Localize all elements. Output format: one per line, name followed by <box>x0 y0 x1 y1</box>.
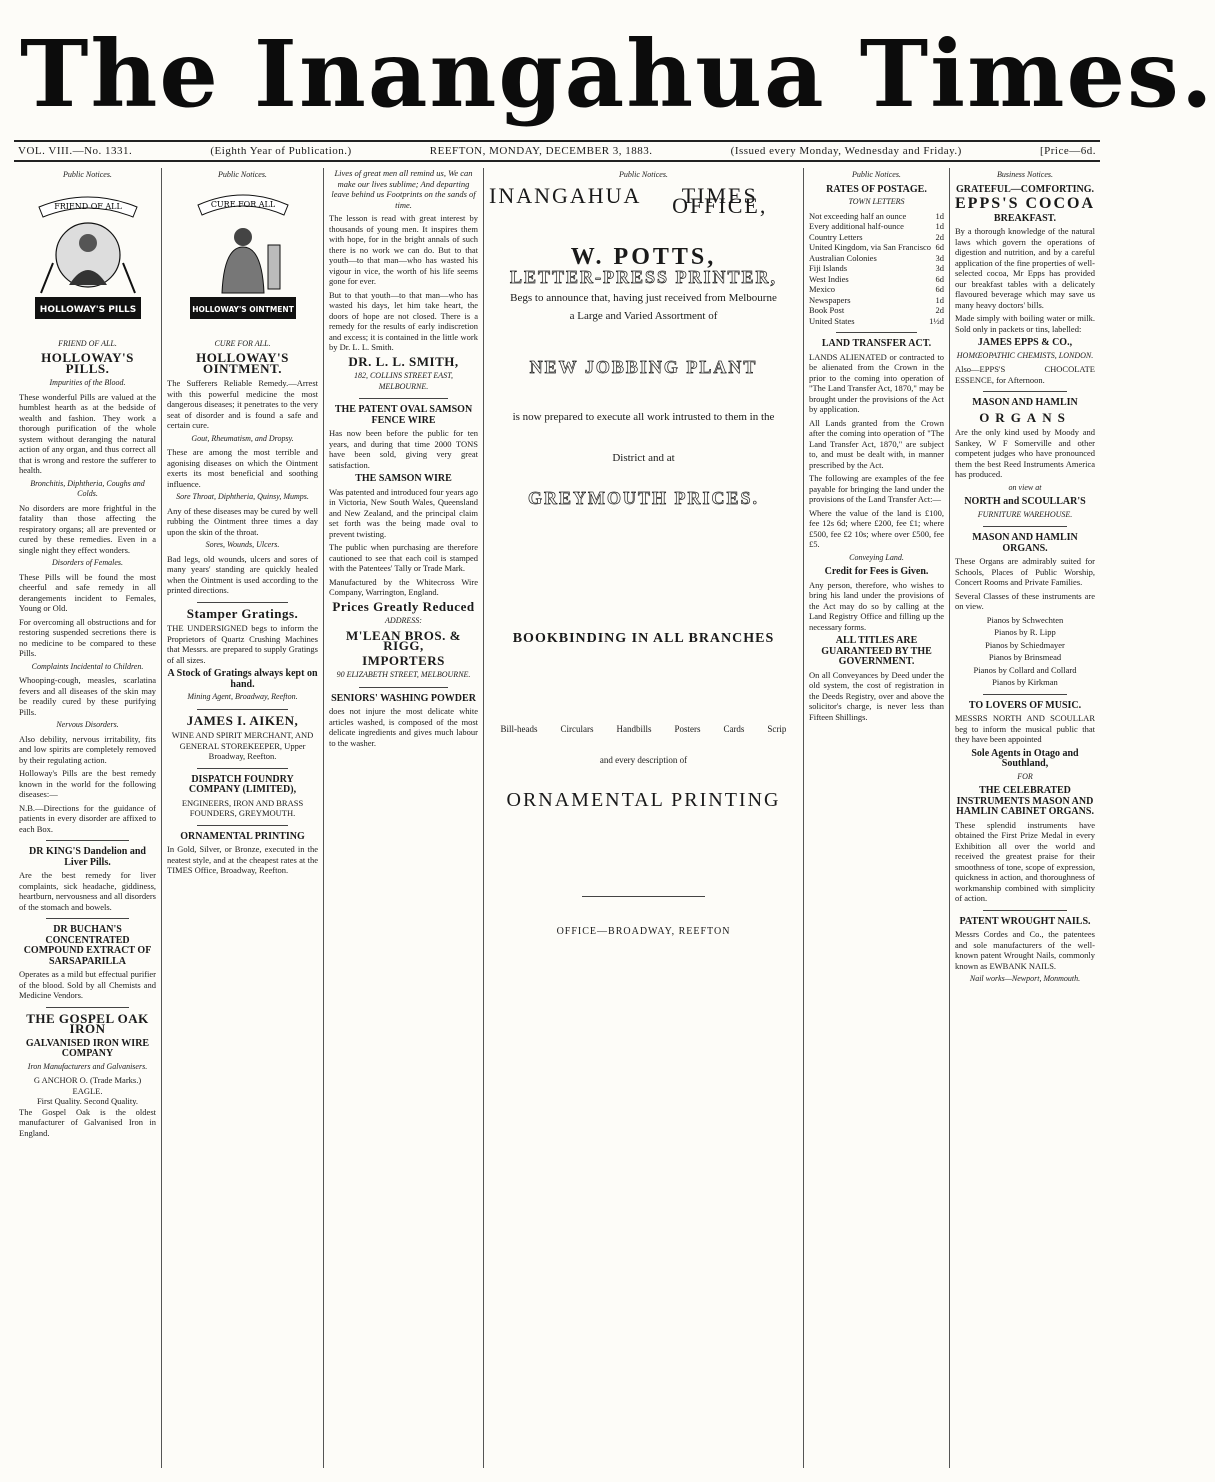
postage-value: 1d <box>935 294 944 305</box>
office-address: OFFICE—BROADWAY, REEFTON <box>556 925 731 937</box>
divider <box>197 768 288 769</box>
ad-paragraph: These are among the most terrible and agonising diseases on which the Ointment exerts its most beneficial and soothing influence. <box>167 447 318 489</box>
ad-paragraph: In Gold, Silver, or Bronze, executed in the neatest style, and at the cheapest rates at the TIMES Office, Broadway, Reefton. <box>167 844 318 875</box>
ad-paragraph: Any of these diseases may be cured by well rubbing the Ointment three times a day upon the skin of the throat. <box>167 505 318 537</box>
ad-subtitle: BREAKFAST. <box>993 212 1057 224</box>
column-1 <box>14 168 162 1468</box>
notice-paragraph: The following are examples of the fee payable for bringing the land under the provisions of the Land Transfer Act:— <box>809 473 944 504</box>
printing-item: Bill-heads <box>500 724 538 734</box>
ad-subheading: THE SAMSON WIRE <box>355 473 452 484</box>
trade-title: LETTER-PRESS PRINTER, <box>509 267 778 287</box>
ad-title: MASON AND HAMLIN <box>972 397 1078 408</box>
postage-label: Australian Colonies <box>809 252 877 263</box>
postage-row <box>809 295 944 306</box>
ornamental-printing-heading: ORNAMENTAL PRINTING <box>506 789 781 811</box>
section-header: Business Notices. <box>997 170 1053 179</box>
printing-item: Cards <box>723 724 745 734</box>
postage-label: Mexico <box>809 284 835 294</box>
ad-title: JAMES I. AIKEN, <box>186 712 299 728</box>
divider <box>46 918 128 919</box>
section-header: Public Notices. <box>218 170 267 179</box>
announcement: Begs to announce that, having just received from Melbourne <box>510 291 777 304</box>
divider <box>983 910 1067 911</box>
emblem-label-text: HOLLOWAY'S OINTMENT <box>191 304 294 314</box>
announcement: a Large and Varied Assortment of <box>569 310 718 322</box>
proprietor-name: W. POTTS, <box>570 243 717 270</box>
brand-name: EPPS'S COCOA <box>955 195 1096 212</box>
office-title-part-1: INANGAHUA <box>489 182 642 208</box>
ad-subheading: A Stock of Gratings always kept on hand. <box>167 668 318 690</box>
notice-subheading: ALL TITLES ARE GUARANTEED BY THE GOVERNMENT. <box>821 635 932 667</box>
office-title-part-2: TIMES OFFICE, <box>672 182 768 218</box>
ad-subheading: Disorders of Females. <box>51 558 124 567</box>
ad-paragraph: Bad legs, old wounds, ulcers and sores of many years' standing are quickly healed when the Ointment is used according to the printed directions. <box>167 553 318 595</box>
ad-text: Nail works—Newport, Monmouth. <box>969 974 1081 983</box>
notice-subheading: Credit for Fees is Given. <box>824 566 929 577</box>
notice-paragraph: Where the value of the land is £100, fee 12s 6d; where £200, fee £1; where £500, fee £2 10s; where over £500, fee £5. <box>809 507 944 549</box>
ad-paragraph: does not injure the most delicate white articles washed, is composed of the most delicate ingredients and gives much labour to the washer. <box>329 706 478 748</box>
printing-item: Scrip <box>767 724 787 734</box>
postage-label: Book Post <box>809 305 845 315</box>
postage-label: Not exceeding half an ounce <box>809 210 907 221</box>
shop-name: NORTH and SCOULLAR'S <box>964 496 1086 507</box>
column-6 <box>950 168 1100 1468</box>
ad-paragraph: Was patented and introduced four years ago in Victoria, New South Wales, Queensland and New Zealand, and the principal claim set forth was the being made oval to prevent twisting. <box>329 486 478 539</box>
ad-paragraph: ENGINEERS, IRON AND BRASS FOUNDERS, GREYMOUTH. <box>181 797 304 818</box>
ad-title: ORGANS <box>979 409 1071 425</box>
volume-number: VOL. VIII.—No. 1331. <box>18 145 133 157</box>
postage-subtitle: TOWN LETTERS <box>848 197 905 206</box>
ad-paragraph: Several Classes of these instruments are on view. <box>955 590 1095 611</box>
divider <box>359 398 448 399</box>
ad-paragraph: THE UNDERSIGNED begs to inform the Proprietors of Quartz Crushing Machines that Messrs. are prepared to supply Gratings of all sizes. <box>167 623 318 665</box>
ad-subheading: Gout, Rheumatism, and Dropsy. <box>191 433 294 443</box>
announcement: and every description of <box>599 754 688 765</box>
postage-value: 2d <box>935 305 944 315</box>
company-subtitle: HOMŒOPATHIC CHEMISTS, LONDON. <box>956 350 1094 360</box>
piano-item: Pianos by Schwechten <box>986 614 1064 625</box>
ad-subtitle: 90 ELIZABETH STREET, MELBOURNE. <box>336 670 471 679</box>
divider <box>836 332 917 333</box>
ad-paragraph: Has now been before the public for ten years, and during that time 2000 TONS have been sold, giving very great satisfaction. <box>329 428 478 470</box>
postage-row <box>809 305 944 316</box>
ad-title: Prices Greatly Reduced <box>332 598 475 614</box>
divider <box>197 709 288 710</box>
ad-title: HOLLOWAY'S OINTMENT. <box>196 350 289 376</box>
ad-title: Sole Agents in Otago and Southland, <box>971 747 1079 769</box>
postage-row <box>809 274 944 285</box>
ad-paragraph: These splendid instruments have obtained the First Prize Medal in every Exhibition all over the world and received the greatest praise for their smoothness of tone, scope of expression, quickness in action, and thoroughness of workmanship combined with simplicity of action. <box>955 819 1095 903</box>
ad-paragraph: Are the best remedy for liver complaints, sick headache, giddiness, heartburn, nervousness and all disorders of the stomach and bowels. <box>19 870 156 912</box>
ad-paragraph: Are the only kind used by Moody and Sankey, W F Somerville and other competent judges who have pronounced them the best Reed Instruments America has produced. <box>955 427 1095 479</box>
ad-subtitle: Impurities of the Blood. <box>49 378 126 387</box>
ad-paragraph: Operates as a mild but effectual purifier of the blood. Sold by all Chemists and Medicine Vendors. <box>19 969 156 1000</box>
postage-title: RATES OF POSTAGE. <box>826 183 927 195</box>
ad-subheading: Sore Throat, Diphtheria, Quinsy, Mumps. <box>176 492 309 501</box>
ad-paragraph: Manufactured by the Whitecross Wire Company, Warrington, England. <box>329 576 478 597</box>
piano-item: Pianos by Collard and Collard <box>973 664 1077 675</box>
piano-item: Pianos by R. Lipp <box>994 627 1056 637</box>
notice-paragraph: LANDS ALIENATED or contracted to be alienated from the Crown in the prior to the coming into operation of "The Land Transfer Act, 1870," may be brought under the provisions of the Act by application. <box>809 351 944 414</box>
divider <box>359 687 448 688</box>
column-3 <box>324 168 484 1468</box>
postage-row <box>809 253 944 264</box>
postage-label: United States <box>809 315 855 326</box>
ad-note: N.B.—Directions for the guidance of patients in every disorder are affixed to each Box. <box>19 802 156 834</box>
ad-paragraph: Holloway's Pills are the best remedy known in the world for the following diseases:— <box>19 768 156 799</box>
notice-paragraph: Any person, therefore, who wishes to bring his land under the provisions of the Act may do so by calling at the Land Registry Office and filling up the necessary forms. <box>809 579 944 632</box>
emblem-banner-text: CURE FOR ALL <box>210 199 275 209</box>
piano-item: Pianos by Schiedmayer <box>985 639 1065 650</box>
postage-row <box>809 211 944 222</box>
ad-text: Mining Agent, Broadway, Reefton. <box>187 692 298 701</box>
holloways-pills-emblem-icon <box>29 185 147 335</box>
postage-row <box>809 221 944 232</box>
article-paragraph: The lesson is read with great interest by thousands of young men. It inspires them with hope, for in the bright annals of such there is no work we can do. But to that youth—to that man—who has wasted his vigour in vice, the worth of his life seems gone for ever. <box>329 213 478 286</box>
masthead-title: The Inangahua Times. <box>20 20 1215 128</box>
ad-title: THE PATENT OVAL SAMSON FENCE WIRE <box>334 404 473 426</box>
place-and-date: REEFTON, MONDAY, DECEMBER 3, 1883. <box>429 145 653 157</box>
notice-paragraph: On all Conveyances by Deed under the old system, the cost of registration in the Deeds Registry, over and above the solicitor's charge, is never less than Fifteen Shillings. <box>809 669 944 722</box>
ad-paragraph: No disorders are more frightful in the fatality than those affecting the respiratory organs; all are prevented or cured by these remedies. Even in a single night they effect wonders. <box>19 502 156 555</box>
postage-label: Fiji Islands <box>809 263 848 273</box>
divider <box>197 602 288 603</box>
ad-paragraph: These Organs are admirably suited for Schools, Places of Public Worship, Concert Rooms and Private Families. <box>955 556 1095 587</box>
postage-label: Every additional half-ounce <box>809 221 904 231</box>
printing-item: Circulars <box>560 724 594 734</box>
trade-marks: G ANCHOR O. (Trade Marks.) EAGLE. <box>33 1075 142 1096</box>
ad-paragraph: Whooping-cough, measles, scarlatina fevers and all diseases of the skin may be readily cured by these purifying Pills. <box>19 675 156 717</box>
ad-paragraph: WINE AND SPIRIT MERCHANT, AND GENERAL STOREKEEPER, Upper Broadway, Reefton. <box>171 730 314 761</box>
issue-schedule: (Issued every Monday, Wednesday and Friday.) <box>730 145 962 157</box>
postage-row <box>809 284 944 295</box>
dateline <box>14 140 1100 162</box>
company-name: JAMES EPPS & CO., <box>977 337 1073 348</box>
ad-title: ORNAMENTAL PRINTING <box>180 830 305 842</box>
ad-title: DR BUCHAN'S CONCENTRATED COMPOUND EXTRACT OF SARSAPARILLA <box>23 924 152 967</box>
postage-value: 3d <box>935 263 944 273</box>
postage-value: 6d <box>935 242 944 252</box>
section-header: Public Notices. <box>63 170 112 179</box>
divider <box>983 694 1067 695</box>
emblem-caption: CURE FOR ALL. <box>214 338 271 348</box>
ad-paragraph: These wonderful Pills are valued at the humblest hearth as at the bedside of wealth and fashion. They work a thorough purification of the whole system without deranging the natural action of any organ, and thus correct all that is wrong and restore the sufferer to health. <box>19 391 156 475</box>
postage-value: 1½d <box>929 315 944 326</box>
postage-row <box>809 263 944 274</box>
piano-list <box>955 615 1095 688</box>
ad-paragraph: Made simply with boiling water or milk. Sold only in packets or tins, labelled: <box>955 313 1095 334</box>
printing-item: Handbills <box>616 724 652 734</box>
postage-value: 6d <box>935 273 944 284</box>
ad-paragraph: The Sufferers Reliable Remedy.—Arrest with this powerful medicine the most dangerous diseases; it penetrates to the very seat of disorder and is found a safe and certain cure. <box>167 378 318 430</box>
land-transfer-heading: LAND TRANSFER ACT. <box>821 338 932 349</box>
ad-title: IMPORTERS <box>362 652 445 668</box>
ad-title: GRATEFUL—COMFORTING. <box>955 183 1095 195</box>
ad-subtitle: ADDRESS: <box>385 616 422 625</box>
ad-subtitle: 182, COLLINS STREET EAST, MELBOURNE. <box>353 371 454 391</box>
notice-paragraph: All Lands granted from the Crown after the coming into operation of "The Land Transfer Act, 1870," are subject to, and must be dealt with, in manner prescribed by the Act. <box>809 417 944 470</box>
postage-label: United Kingdom, via San Francisco <box>809 242 932 252</box>
divider <box>582 896 706 897</box>
ad-subheading: Complaints Incidental to Children. <box>31 661 144 671</box>
year-of-publication: (Eighth Year of Publication.) <box>210 145 352 157</box>
divider <box>983 391 1067 392</box>
ad-title: DR KING'S Dandelion and Liver Pills. <box>29 846 146 868</box>
ad-paragraph: For overcoming all obstructions and for restoring suspended secretions there is no medicine to be compared to these Pills. <box>19 616 156 658</box>
ad-title: MASON AND HAMLIN ORGANS. <box>972 532 1078 554</box>
piano-item: Pianos by Kirkman <box>992 677 1058 687</box>
ad-title: PATENT WROUGHT NAILS. <box>959 915 1091 927</box>
emblem-caption: FRIEND OF ALL. <box>58 338 117 348</box>
announcement: District and at <box>612 451 675 464</box>
greymouth-prices-heading: GREYMOUTH PRICES. <box>527 488 759 508</box>
column-4 <box>484 168 804 1468</box>
office-title <box>489 182 798 218</box>
postage-value: 6d <box>935 284 944 294</box>
section-header: Public Notices. <box>619 170 668 179</box>
divider <box>197 825 288 826</box>
postage-label: West Indies <box>809 273 849 284</box>
ad-text: FOR <box>1017 771 1033 781</box>
notice-subheading: Conveying Land. <box>849 552 904 562</box>
postage-row <box>809 232 944 243</box>
ad-title: Stamper Gratings. <box>186 605 299 621</box>
ad-title: TO LOVERS OF MUSIC. <box>968 699 1082 711</box>
ad-title: THE GOSPEL OAK IRON <box>26 1010 149 1036</box>
postage-label: Newspapers <box>809 294 851 305</box>
ad-subtitle: GALVANISED IRON WIRE COMPANY <box>25 1037 150 1059</box>
announcement: is now prepared to execute all work intrusted to them in the <box>512 411 775 423</box>
bookbinding-heading: BOOKBINDING IN ALL BRANCHES <box>512 630 775 646</box>
shop-subtitle: FURNITURE WAREHOUSE. <box>977 509 1073 519</box>
ad-paragraph: The Gospel Oak is the oldest manufacturer of Galvanised Iron in England. <box>19 1106 156 1138</box>
piano-item: Pianos by Brinsmead <box>988 652 1062 662</box>
postage-value: 1d <box>935 210 944 221</box>
ad-subheading: Sores, Wounds, Ulcers. <box>205 540 280 549</box>
postage-row <box>809 242 944 253</box>
ad-subheading: Nervous Disorders. <box>56 720 119 729</box>
ad-text: Iron Manufacturers and Galvanisers. <box>27 1061 148 1071</box>
emblem-banner-text: FRIEND OF ALL <box>53 201 122 211</box>
ad-paragraph: These Pills will be found the most cheerful and safe remedy in all derangements incident to Females, Young or Old. <box>19 571 156 613</box>
holloways-ointment-emblem-icon <box>184 185 302 335</box>
ad-paragraph: MESSRS NORTH AND SCOULLAR beg to inform the musical public that they have been appointed <box>955 713 1095 744</box>
postage-value: 1d <box>935 221 944 231</box>
column-2 <box>162 168 324 1468</box>
ad-title: DISPATCH FOUNDRY COMPANY (LIMITED), <box>188 773 297 795</box>
columns <box>14 168 1100 1468</box>
postage-value: 2d <box>935 231 944 242</box>
ad-subheading: Bronchitis, Diphtheria, Coughs and Colds. <box>30 478 145 498</box>
postage-table <box>809 211 944 327</box>
verse: Lives of great men all remind us, We can make our lives sublime; And departing leave behind us Footprints on the sands of time. <box>331 168 476 210</box>
divider <box>46 1007 128 1008</box>
jobbing-plant-heading: NEW JOBBING PLANT <box>529 356 758 377</box>
section-header: Public Notices. <box>852 170 901 179</box>
printing-items <box>489 724 798 735</box>
printing-item: Posters <box>674 724 701 734</box>
ad-paragraph: Also—EPPS'S CHOCOLATE ESSENCE, for Afternoon. <box>955 364 1095 385</box>
ad-paragraph: The public when purchasing are therefore cautioned to see that each coil is stamped with the Patentees' Tally or Trade Mark. <box>329 542 478 573</box>
column-5 <box>804 168 950 1468</box>
ad-text: on view at <box>1008 482 1042 492</box>
divider <box>46 840 128 841</box>
price: [Price—6d. <box>1039 145 1096 157</box>
ad-title: DR. L. L. SMITH, <box>348 353 459 369</box>
postage-label: Country Letters <box>809 231 863 242</box>
quality-labels: First Quality. Second Quality. <box>36 1096 139 1106</box>
divider <box>983 526 1067 527</box>
ad-title: THE CELEBRATED INSTRUMENTS MASON AND HAMLIN CABINET ORGANS. <box>956 785 1094 817</box>
ad-paragraph: Also debility, nervous irritability, fits and low spirits are completely removed by their regulating action. <box>19 733 156 765</box>
emblem-label-text: HOLLOWAY'S PILLS <box>39 304 136 315</box>
postage-row <box>809 316 944 327</box>
ad-title: HOLLOWAY'S PILLS. <box>41 350 134 376</box>
article-paragraph: But to that youth—to that man—who has wasted his days, let him take heart, the doors of hope are not closed. There is a remedy for the results of early indiscretion and excess; it is contained in the little work by Dr. L. L. Smith. <box>329 289 478 352</box>
ad-title: M'LEAN BROS. & RIGG, <box>346 627 461 653</box>
ad-paragraph: Messrs Cordes and Co., the patentees and sole manufacturers of the well-known patent Wrought Nails, commonly known as EWBANK NAILS. <box>955 929 1095 971</box>
postage-value: 3d <box>935 252 944 263</box>
ad-paragraph: By a thorough knowledge of the natural laws which govern the operations of digestion and nutrition, and by a careful application of the fine properties of well-selected cocoa, Mr Epps has provided our breakfast tables with a delicately flavoured beverage which may save us many heavy doctors' bills. <box>955 226 1095 310</box>
ad-title: SENIORS' WASHING POWDER <box>331 692 476 704</box>
